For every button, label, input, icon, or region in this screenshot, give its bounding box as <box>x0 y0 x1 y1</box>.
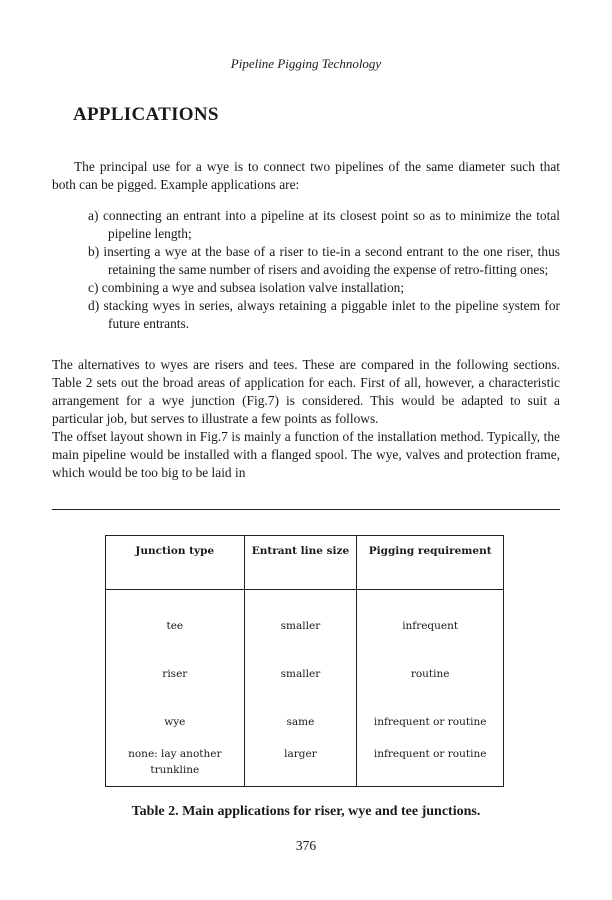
column-header: Pigging requirement <box>357 536 504 590</box>
table-cell: routine <box>357 666 504 714</box>
applications-list <box>88 207 560 333</box>
body-text <box>52 356 560 482</box>
table-cell: smaller <box>244 666 357 714</box>
table-header-row <box>106 536 504 590</box>
table-cell: none: lay another trunkline <box>106 746 245 787</box>
intro-paragraph: The principal use for a wye is to connect two pipelines of the same diameter such that both can be pigged. Example applications are: <box>52 159 560 192</box>
table-row <box>106 746 504 787</box>
table-cell: same <box>244 714 357 746</box>
table-cell: infrequent or routine <box>357 746 504 787</box>
list-item: a) connecting an entrant into a pipeline at its closest point so as to minimize the total pipeline length; <box>88 208 560 241</box>
list-item: d) stacking wyes in series, always retaining a piggable inlet to the pipeline system for future entrants. <box>88 298 560 331</box>
offset-paragraph: The offset layout shown in Fig.7 is mainly a function of the installation method. Typically, the main pipeline would be installed with a flanged spool. The wye, valves and protection frame, which would be too big to be laid in <box>52 429 560 480</box>
table-row <box>106 714 504 746</box>
table-cell: smaller <box>244 590 357 667</box>
applications-table <box>105 535 504 787</box>
table-cell: riser <box>106 666 245 714</box>
alternatives-paragraph: The alternatives to wyes are risers and tees. These are compared in the following sections. Table 2 sets out the broad areas of application for each. First of all, however, a characteristic arrangement for a wye junction (Fig.7) is considered. This would be adapted to suit a particular job, but serves to illustrate a few points as follows. <box>52 357 560 426</box>
column-header: Junction type <box>106 536 245 590</box>
table-cell: wye <box>106 714 245 746</box>
table-caption: Table 2. Main applications for riser, wye and tee junctions. <box>131 804 481 819</box>
column-header: Entrant line size <box>244 536 357 590</box>
section-heading: APPLICATIONS <box>73 104 219 125</box>
table-cell: infrequent or routine <box>357 714 504 746</box>
table-row <box>106 590 504 667</box>
table-row <box>106 666 504 714</box>
page-number: 376 <box>295 838 317 853</box>
running-head: Pipeline Pigging Technology <box>230 56 382 71</box>
list-item: c) combining a wye and subsea isolation valve installation; <box>88 280 405 295</box>
list-item: b) inserting a wye at the base of a riser to tie-in a second entrant to the one riser, thus retaining the same number of risers and avoiding the expense of retro-fitting ones; <box>88 244 560 277</box>
table-cell: tee <box>106 590 245 667</box>
section-divider <box>52 509 560 510</box>
table-cell: infrequent <box>357 590 504 667</box>
table-cell: larger <box>244 746 357 787</box>
